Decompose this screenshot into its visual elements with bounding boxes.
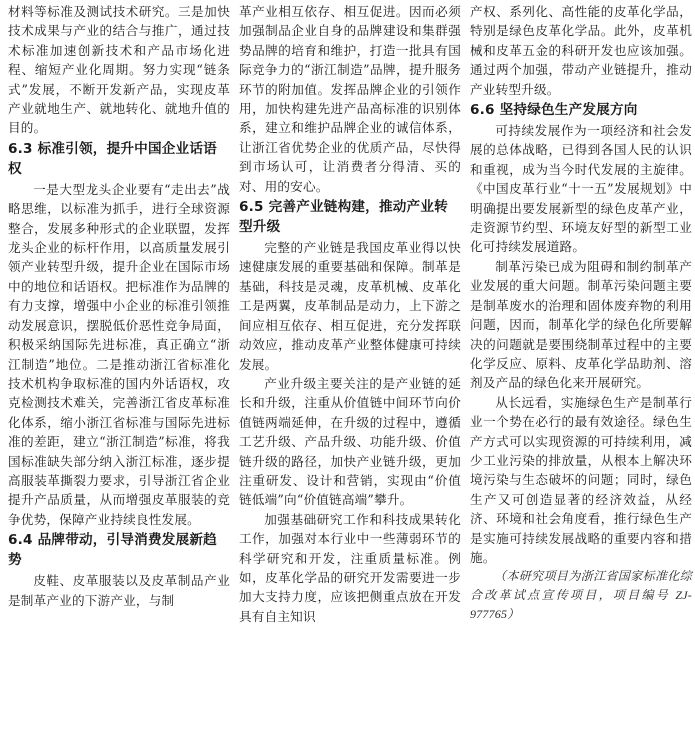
column-3: [470, 2, 692, 624]
body-paragraph: 材料等标准及测试技术研究。三是加快技术成果与产业的结合与推广，通过技术标准加速创新技术和产品市场化进程、缩短产业化周期。努力实现“链条式”发展，不断开发新产品，实现皮革产业就地生产、就地转化、就地升值的目的。: [8, 4, 230, 136]
funding-note: （本研究项目为浙江省国家标准化综合改革试点宣传项目，项目编号 ZJ-977765）: [470, 569, 692, 622]
section-heading: 6.4 品牌带动，引导消费发展新趋势: [8, 532, 217, 569]
body-paragraph: 从长远看，实施绿色生产是制革行业一个势在必行的最有效途径。绿色生产方式可以实现资源的可持续利用，减少工业污染的排放量，从根本上解决环境污染与生态破坏的问题；同时，绿色生产又可创造显著的经济效益，从经济、环境和社会角度看，推行绿色生产是实施可持续发展战略的重要内容和措施。: [470, 394, 692, 565]
section-heading: 6.6 坚持绿色生产发展方向: [470, 102, 638, 119]
section-heading: 6.5 完善产业链构建，推动产业转型升级: [239, 199, 448, 236]
section-heading: 6.3 标准引领，提升中国企业话语权: [8, 140, 217, 177]
body-paragraph: 可持续发展作为一项经济和社会发展的总体战略，已得到各国人民的认识和重视，成为当今时代发展的主旋律。《中国皮革行业“十一五”发展规划》中明确提出要发展新型的绿色皮革产业，走资源节约型、环境友好型的新型工业化可持续发展道路。: [470, 123, 692, 255]
body-paragraph: 一是大型龙头企业要有“走出去”战略思维，以标准为抓手，进行全球资源整合，发展多种形式的企业联盟，发挥龙头企业的标杆作用，以高质量发展引领产业转型升级，提升企业在国际市场中的地位和话语权。把标准作为品牌的有力支撑，增强中小企业的标准引领推动发展意识，摆脱低价恶性竞争局面，积极采纳国际先进标准，真正确立“浙江制造”地位。二是推动浙江省标准化技术机构争取标准的国内外话语权，攻克检测技术难关，完善浙江省皮革标准化体系，缩小浙江省标准与国际先进标准的差距，建立“浙江制造”标准，将我国标准缺失部分纳入浙江标准，逐步提高服装革撕裂力要求，引导浙江省企业提升产品质量，从而增强皮革服装的竞争优势，保障产业持续良性发展。: [8, 181, 230, 527]
body-paragraph: 产权、系列化、高性能的皮革化学品，特别是绿色皮革化学品。此外，皮革机械和皮革五金的科研开发也应该加强。通过两个加强，带动产业链提升，推动产业转型升级。: [470, 4, 692, 97]
column-1: [8, 2, 230, 610]
body-paragraph: 产业升级主要关注的是产业链的延长和升级，注重从价值链中间环节向价值链两端延伸，在升级的过程中，遵循工艺升级、产品升级、功能升级、价值链升级的路径，加快产业链升级，更加注重研发、设计和营销，实现由“价值链低端”向“价值链高端”攀升。: [239, 375, 461, 508]
body-paragraph: 制革污染已成为阻碍和制约制革产业发展的重大问题。制革污染问题主要是制革废水的治理和固体废弃物的利用问题，因而，制革化学的绿色化所要解决的问题就是要围绕制革过程中的主要化学反应、原料、皮革化学品助剂、溶剂及产品的绿色化来开展研究。: [470, 258, 692, 391]
body-paragraph: 加强基础研究工作和科技成果转化工作，加强对本行业中一些薄弱环节的科学研究和开发，注重质量标准。例如，皮革化学品的研究开发需要进一步加大支持力度，应该把侧重点放在开发具有自主知识: [239, 511, 461, 624]
body-paragraph: 皮鞋、皮革服装以及皮革制品产业是制革产业的下游产业，与制: [8, 573, 230, 608]
column-2: [239, 2, 461, 626]
body-paragraph: 革产业相互依存、相互促进。因而必须加强制品企业自身的品牌建设和集群强势品牌的培育和维护，打造一批具有国际竞争力的“浙江制造”品牌，提升服务环节的附加值。发挥品牌企业的引领作用，加快构建先进产品高标准的识别体系，建立和维护品牌企业的诚信体系，让浙江省优势企业的优质产品，尽快得到市场认可，让消费者分得清、买的对、用的安心。: [239, 4, 461, 194]
body-paragraph: 完整的产业链是我国皮革业得以快速健康发展的重要基础和保障。制革是基础，科技是灵魂，皮革机械、皮革化工是两翼，皮革制品是动力，上下游之间应相互依存、相互促进，充分发挥联动效应，推动皮革产业整体健康可持续发展。: [239, 240, 461, 372]
